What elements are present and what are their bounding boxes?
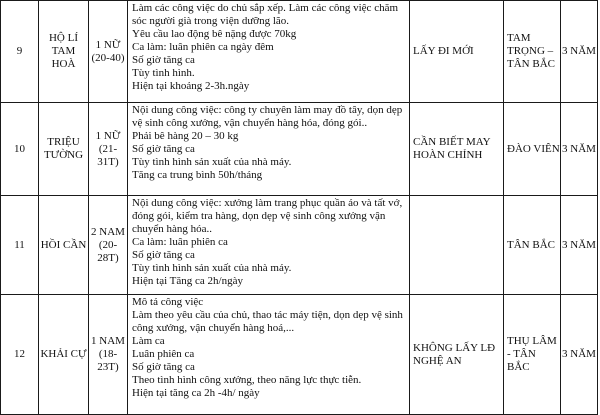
table-row bbox=[1, 1, 598, 103]
work-location: TÂN BẮC bbox=[504, 196, 561, 295]
worker-requirement: KHÔNG LẤY LĐ NGHỆ AN bbox=[410, 295, 504, 415]
job-description: Nội dung công việc: xưởng làm trang phục quần áo và tất vớ, đóng gói, kiểm tra hàng, dọn dẹp vệ sinh công xưởng vận chuyển hàng hóa.. Ca làm: luân phiên ca Số giờ tăng ca Tùy tình hình sản xuất của nhà máy. Hiện tại Tăng ca 2h/ngày bbox=[128, 196, 410, 295]
table-row bbox=[1, 103, 598, 196]
worker-quantity: 1 NỮ (20-40) bbox=[89, 1, 128, 103]
work-location: ĐÀO VIÊN bbox=[504, 103, 561, 196]
job-description: Làm các công việc do chủ sắp xếp. Làm các công việc chăm sóc người già trong viện dưỡng lão. Yêu cầu lao động bê nặng được 70kg Ca làm: luân phiên ca ngày đêm Số giờ tăng ca Tùy tình hình. Hiện tại khoảng 2-3h.ngày bbox=[128, 1, 410, 103]
contract-duration: 3 NĂM bbox=[561, 103, 598, 196]
job-description: Mô tả công việc Làm theo yêu cầu của chủ, thao tác máy tiện, dọn dẹp vệ sinh công xưởng, vận chuyển hàng hoá,... Làm ca Luân phiên ca Số giờ tăng ca Theo tình hình công xưởng, theo năng lực thực tiễn. Hiện tại tăng ca 2h -4h/ ngày bbox=[128, 295, 410, 415]
work-location: THỤ LÂM - TÂN BẮC bbox=[504, 295, 561, 415]
contract-duration: 3 NĂM bbox=[561, 1, 598, 103]
worker-quantity: 1 NỮ (21-31T) bbox=[89, 103, 128, 196]
contract-duration: 3 NĂM bbox=[561, 196, 598, 295]
table-row bbox=[1, 196, 598, 295]
worker-quantity: 2 NAM (20-28T) bbox=[89, 196, 128, 295]
company-name: KHẢI CỰ bbox=[39, 295, 89, 415]
contract-duration: 3 NĂM bbox=[561, 295, 598, 415]
work-location: TAM TRỌNG – TÂN BẮC bbox=[504, 1, 561, 103]
company-name: TRIỆU TƯỜNG bbox=[39, 103, 89, 196]
company-name: HỘ LÍ TAM HOÀ bbox=[39, 1, 89, 103]
row-number: 10 bbox=[1, 103, 39, 196]
worker-quantity: 1 NAM (18-23T) bbox=[89, 295, 128, 415]
row-number: 9 bbox=[1, 1, 39, 103]
table-row bbox=[1, 295, 598, 415]
job-description: Nội dung công việc: công ty chuyên làm may đồ tây, dọn dẹp vệ sinh công xưởng, vận chuyển hàng hóa, đóng gói.. Phải bê hàng 20 – 30 kg Số giờ tăng ca Tùy tình hình sản xuất của nhà máy. Tăng ca trung bình 50h/tháng bbox=[128, 103, 410, 196]
worker-requirement bbox=[410, 196, 504, 295]
row-number: 11 bbox=[1, 196, 39, 295]
worker-requirement: LẤY ĐI MỚI bbox=[410, 1, 504, 103]
company-name: HỒI CẦN bbox=[39, 196, 89, 295]
row-number: 12 bbox=[1, 295, 39, 415]
worker-requirement: CẦN BIẾT MAY HOÀN CHỈNH bbox=[410, 103, 504, 196]
